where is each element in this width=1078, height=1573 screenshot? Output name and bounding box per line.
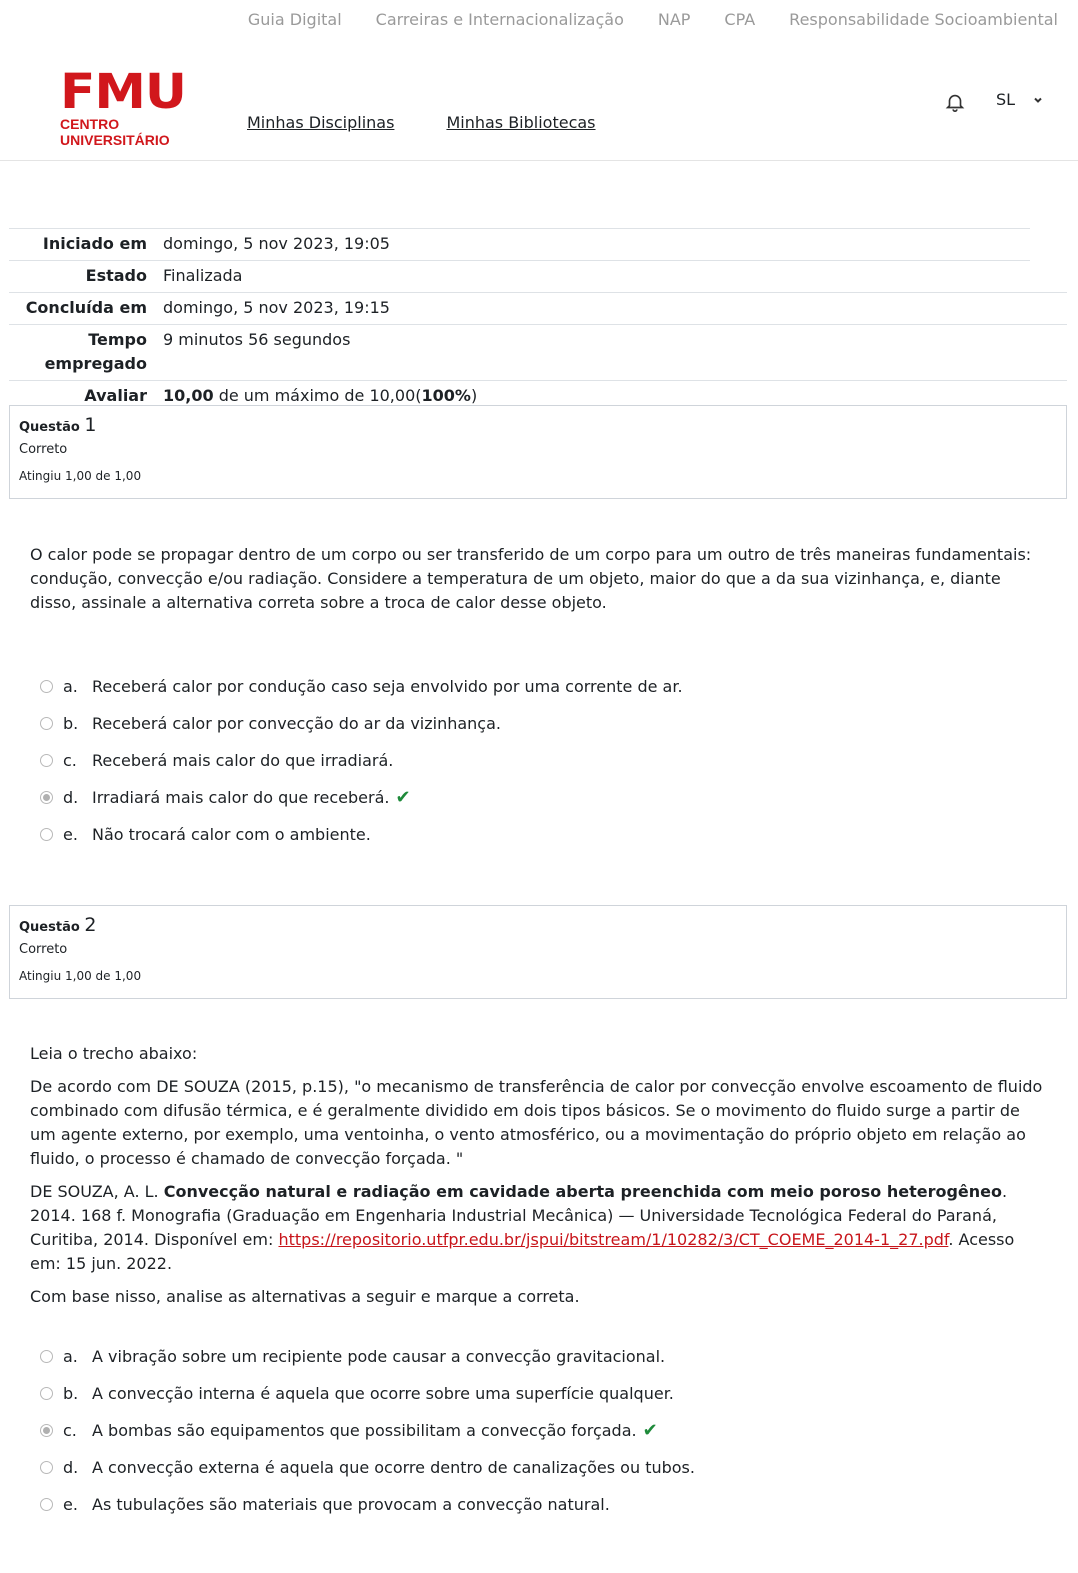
grade-label: Avaliar <box>84 386 147 405</box>
answer-letter: b. <box>63 714 79 733</box>
answer-text: A vibração sobre um recipiente pode causar a convecção gravitacional. <box>92 1347 666 1366</box>
q2-reference <box>30 1180 1050 1276</box>
answer-letter: a. <box>63 677 78 696</box>
answer-letter: c. <box>63 751 77 770</box>
question-num: 1 <box>84 414 97 436</box>
radio-button[interactable] <box>40 754 53 767</box>
q1-answer-d[interactable] <box>40 779 1040 816</box>
started-value: domingo, 5 nov 2023, 19:05 <box>163 234 390 253</box>
question-1-grade: Atingiu 1,00 de 1,00 <box>19 469 142 483</box>
nav-minhas-disciplinas[interactable]: Minhas Disciplinas <box>247 113 395 132</box>
answer-letter: b. <box>63 1384 79 1403</box>
q1-answer-e[interactable] <box>40 816 1040 853</box>
radio-button[interactable] <box>40 717 53 730</box>
answer-text: Receberá calor por convecção do ar da vizinhança. <box>92 714 501 733</box>
question-num: 2 <box>84 914 97 936</box>
grade-percent: 100% <box>421 386 471 405</box>
answer-letter: a. <box>63 1347 78 1366</box>
correct-check-icon: ✔ <box>642 1420 658 1441</box>
summary-row-completed <box>9 292 1067 324</box>
answer-letter: e. <box>63 1495 78 1514</box>
grade-score: 10,00 <box>163 386 214 405</box>
q2-answer-b[interactable] <box>40 1375 1040 1412</box>
question-2-text <box>30 1042 1050 1318</box>
answer-text: Receberá mais calor do que irradiará. <box>92 751 394 770</box>
logo-sub-text: CENTRO UNIVERSITÁRIO <box>60 116 170 148</box>
summary-row-started <box>9 228 1030 260</box>
question-1-number <box>19 414 1057 436</box>
state-value: Finalizada <box>163 266 243 285</box>
nav-minhas-bibliotecas[interactable]: Minhas Bibliotecas <box>446 113 596 132</box>
toplink-carreiras[interactable]: Carreiras e Internacionalização <box>375 10 624 29</box>
question-2-state: Correto <box>19 942 68 957</box>
answer-text: A convecção externa é aquela que ocorre dentro de canalizações ou tubos. <box>92 1458 695 1477</box>
question-1-answers <box>40 668 1040 853</box>
completed-value: domingo, 5 nov 2023, 19:15 <box>163 298 390 317</box>
question-label: Questão <box>19 920 80 935</box>
q2-answer-a[interactable] <box>40 1338 1040 1375</box>
answer-text: Receberá calor por condução caso seja envolvido por uma corrente de ar. <box>92 677 683 696</box>
toplink-cpa[interactable]: CPA <box>724 10 756 29</box>
ref-access: . Acesso em: 15 jun. 2022. <box>30 1230 1015 1273</box>
state-label: Estado <box>85 266 147 285</box>
toplink-nap[interactable]: NAP <box>657 10 691 29</box>
answer-letter: d. <box>63 788 79 807</box>
q1-answer-b[interactable] <box>40 705 1040 742</box>
question-1-info <box>9 405 1067 499</box>
q1-answer-a[interactable] <box>40 668 1040 705</box>
header <box>0 0 1078 161</box>
time-label-2: empregado <box>44 354 147 373</box>
answer-text: Não trocará calor com o ambiente. <box>92 825 371 844</box>
question-2-grade: Atingiu 1,00 de 1,00 <box>19 969 142 983</box>
ref-link[interactable]: https://repositorio.utfpr.edu.br/jspui/bitstream/1/10282/3/CT_COEME_2014-1_27.pdf <box>278 1230 949 1249</box>
radio-button[interactable] <box>40 1498 53 1511</box>
q2-answer-d[interactable] <box>40 1449 1040 1486</box>
radio-button-selected[interactable] <box>40 791 53 804</box>
time-label-1: Tempo <box>88 330 147 349</box>
answer-text: A bombas são equipamentos que possibilitam a convecção forçada. <box>92 1421 637 1440</box>
time-label <box>9 328 163 376</box>
q2-paragraph-2: De acordo com DE SOUZA (2015, p.15), "o mecanismo de transferência de calor por convecção envolve escoamento de fluido combinado com difusão térmica, e é geralmente dividido em dois tipos básicos. Se o movimento do fluido surge a partir de um agente externo, por exemplo, uma ventoinha, o vento atmosférico, ou a movimentação do próprio objeto em relação ao fluido, o processo é chamado de convecção forçada. " <box>30 1077 1043 1168</box>
question-1-prompt: O calor pode se propagar dentro de um corpo ou ser transferido de um corpo para um outro de três maneiras fundamentais: condução, convecção e/ou radiação. Considere a temperatura de um objeto, maior do que a da sua vizinhança, e, diante disso, assinale a alternativa correta sobre a troca de calor desse objeto. <box>30 545 1032 612</box>
q2-answer-e[interactable] <box>40 1486 1040 1523</box>
chevron-down-icon <box>1033 95 1043 105</box>
completed-label: Concluída em <box>25 298 147 317</box>
grade-mid: de um máximo de 10,00( <box>213 386 422 405</box>
ref-title: Convecção natural e radiação em cavidade aberta preenchida com meio poroso heterogêneo <box>163 1182 1002 1201</box>
radio-button[interactable] <box>40 828 53 841</box>
q2-answer-c[interactable] <box>40 1412 1040 1449</box>
toplink-guia-digital[interactable]: Guia Digital <box>247 10 342 29</box>
radio-button[interactable] <box>40 1387 53 1400</box>
question-1-text <box>30 543 1050 624</box>
answer-text: Irradiará mais calor do que receberá. <box>92 788 390 807</box>
question-1-state: Correto <box>19 442 68 457</box>
answer-letter: e. <box>63 825 78 844</box>
q2-paragraph-4: Com base nisso, analise as alternativas a seguir e marque a correta. <box>30 1287 580 1306</box>
question-2-answers <box>40 1338 1040 1523</box>
question-2-number <box>19 914 1057 936</box>
ref-details: . 2014. 168 f. Monografia (Graduação em Engenharia Industrial Mecânica) — Universidade Tecnológica Federal do Paraná, Curitiba, 2014. Disponível em: <box>30 1182 1008 1249</box>
q1-answer-c[interactable] <box>40 742 1040 779</box>
q2-paragraph-1: Leia o trecho abaixo: <box>30 1044 198 1063</box>
answer-text: A convecção interna é aquela que ocorre sobre uma superfície qualquer. <box>92 1384 674 1403</box>
answer-letter: d. <box>63 1458 79 1477</box>
main-nav <box>247 113 596 132</box>
correct-check-icon: ✔ <box>395 787 411 808</box>
bell-icon[interactable] <box>944 91 966 113</box>
started-label: Iniciado em <box>42 234 147 253</box>
answer-letter: c. <box>63 1421 77 1440</box>
summary-row-time <box>9 324 1067 380</box>
question-2-info <box>9 905 1067 999</box>
grade-end: ) <box>470 386 478 405</box>
radio-button[interactable] <box>40 1350 53 1363</box>
user-menu[interactable] <box>996 90 1043 109</box>
fmu-logo[interactable] <box>60 64 200 148</box>
time-value: 9 minutos 56 segundos <box>163 330 351 349</box>
ref-author: DE SOUZA, A. L. <box>30 1182 164 1201</box>
user-initials: SL <box>996 90 1016 109</box>
answer-text: As tubulações são materiais que provocam a convecção natural. <box>92 1495 610 1514</box>
attempt-summary <box>9 228 1067 412</box>
radio-button-selected[interactable] <box>40 1424 53 1437</box>
question-label: Questão <box>19 420 80 435</box>
radio-button[interactable] <box>40 680 53 693</box>
radio-button[interactable] <box>40 1461 53 1474</box>
logo-main-text: FMU <box>60 64 186 120</box>
summary-row-state <box>9 260 1030 292</box>
toplink-responsabilidade[interactable]: Responsabilidade Socioambiental <box>789 10 1058 29</box>
